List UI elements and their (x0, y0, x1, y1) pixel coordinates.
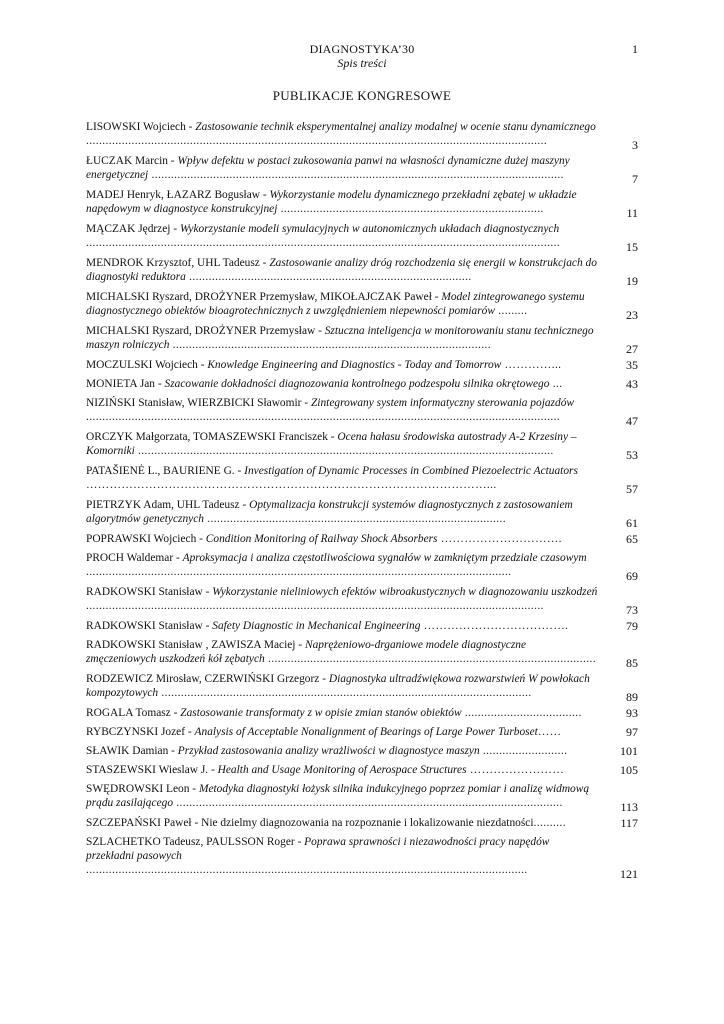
entry-title: Safety Diagnostic in Mechanical Engineering (212, 620, 421, 632)
entry-separator: - (168, 745, 178, 757)
entry-page: 27 (626, 342, 638, 356)
entry-authors: MONIETA Jan (86, 378, 156, 390)
entry-page: 19 (626, 274, 638, 288)
toc-entry (86, 638, 638, 670)
toc-entry (86, 188, 638, 220)
toc-entry (86, 358, 638, 372)
toc-entry (86, 290, 638, 322)
entry-page: 61 (626, 516, 638, 530)
entry-separator: - (170, 223, 180, 235)
entry-title: Zastosowanie transformaty z w opisie zmian stanów obiektów (180, 707, 462, 719)
toc-entry (86, 725, 638, 739)
entry-title: Knowledge Engineering and Diagnostics - Today and Tomorrow (207, 359, 502, 371)
leader-dots: …………………………………………………………………………………………... (86, 479, 497, 491)
entry-authors: RODZEWICZ Mirosław, CZERWIŃSKI Grzegorz (86, 673, 320, 685)
entry-page: 117 (620, 816, 638, 830)
entry-title: Health and Usage Monitoring of Aerospace Structures (217, 764, 467, 776)
entry-authors: RADKOWSKI Stanisław (86, 586, 203, 598)
leader-dots: ............................................................................................ (203, 513, 507, 525)
entry-authors: MĄCZAK Jędrzej (86, 223, 171, 235)
entry-separator: - (295, 639, 305, 651)
toc-entry (86, 835, 638, 881)
entry-authors: RADKOWSKI Stanisław (86, 620, 203, 632)
entry-separator: - (294, 836, 305, 848)
entry-page: 65 (626, 532, 638, 546)
entry-title: Wpływ defektu w postaci zukosowania panwi na własności dynamiczne dużej maszyny energetycznej (86, 155, 570, 181)
entry-title: Investigation of Dynamic Processes in Combined Piezoelectric Actuators (244, 465, 578, 477)
entry-authors: MICHALSKI Ryszard, DROŻYNER Przemysław (86, 325, 316, 337)
entry-page: 101 (620, 744, 638, 758)
entry-authors: PATAŠIENĖ L., BAURIENE G. (86, 465, 235, 477)
leader-dots: .................................................................................................................. (158, 687, 532, 699)
entry-authors: SZLACHETKO Tadeusz, PAULSSON Roger (86, 836, 295, 848)
entry-authors: LISOWSKI Wojciech (86, 121, 186, 133)
entry-page: 121 (620, 867, 638, 881)
entry-title: Zastosowanie analizy dróg rozchodzenia się energii w konstrukcjach do diagnostyki reduktora (86, 257, 597, 283)
toc-subtitle: Spis treści (337, 56, 387, 70)
entry-authors: RYBCZYNSKI Jozef (86, 726, 186, 738)
leader-dots: ......... (494, 305, 528, 317)
entry-page: 79 (626, 619, 638, 633)
entry-title-plain: Nie dzielmy diagnozowania na rozpoznanie i lokalizowanie niezdatności (201, 817, 534, 829)
entry-authors: MADEJ Henryk, ŁAZARZ Bogusław (86, 189, 261, 201)
toc-entry (86, 782, 638, 814)
entry-page: 7 (632, 172, 638, 186)
toc-entry (86, 256, 638, 288)
entry-separator: - (189, 783, 199, 795)
toc-entry (86, 619, 638, 633)
toc-entry (86, 816, 638, 830)
leader-dots: .................................... (461, 707, 582, 719)
toc-entry (86, 222, 638, 254)
toc-entry (86, 396, 638, 428)
entry-separator: - (260, 189, 270, 201)
leader-dots: ………………………………. (420, 620, 569, 632)
leader-dots: .............................................................................................................................................. (86, 135, 548, 147)
entry-title: Model zintegrowanego systemu diagnostycznego obiektów bioagrotechnicznych z uwzględnieniem niepewności pomiarów (86, 291, 585, 317)
page-header (0, 42, 724, 70)
entry-page: 43 (626, 377, 638, 391)
entry-page: 35 (626, 358, 638, 372)
entry-page: 73 (626, 603, 638, 617)
leader-dots: ............................................................................................................................... (148, 169, 564, 181)
entry-title: Przykład zastosowania analizy wrażliwości w diagnostyce maszyn (177, 745, 480, 757)
leader-dots: ..................................................................................................... (264, 653, 596, 665)
entry-separator: - (239, 499, 250, 511)
toc-entry (86, 532, 638, 546)
toc-entry (86, 763, 638, 777)
leader-dots: ........................................................................................................................................ (86, 864, 528, 876)
entry-separator: - (327, 431, 338, 443)
leader-dots: ....................................................................................... (185, 271, 472, 283)
entry-authors: RADKOWSKI Stanisław , ZAWISZA Maciej (86, 639, 296, 651)
entry-separator: - (185, 121, 196, 133)
toc-entry (86, 585, 638, 617)
toc-entry (86, 430, 638, 462)
entry-authors: MOCZULSKI Wojciech (86, 359, 198, 371)
entry-separator: - (202, 586, 213, 598)
page-number: 1 (632, 42, 638, 56)
entry-title: Diagnostyka ultradźwiękowa rozwarstwień W powłokach kompozytowych (86, 673, 590, 699)
entry-separator: - (170, 707, 181, 719)
leader-dots: ................................................................................. (277, 203, 544, 215)
entry-title: Wykorzystanie nieliniowych efektów wibroakustycznych w diagnozowaniu uszkodzeń (212, 586, 598, 598)
entry-title: Zastosowanie technik eksperymentalnej analizy modalnej w ocenie stanu dynamicznego (195, 121, 596, 133)
entry-authors: PROCH Waldemar (86, 552, 174, 564)
leader-dots: ... (549, 378, 563, 390)
entry-authors: SZCZEPAŃSKI Paweł (86, 817, 192, 829)
leader-dots: …………... (501, 359, 562, 371)
entry-authors: SŁAWIK Damian (86, 745, 169, 757)
entry-title: Sztuczna inteligencja w monitorowaniu stanu technicznego maszyn rolniczych (86, 325, 594, 351)
toc-entry (86, 154, 638, 186)
entry-title: Condition Monitoring of Railway Shock Absorbers (205, 533, 438, 545)
leader-dots: …………………………. (437, 533, 562, 545)
entry-separator: - (202, 620, 213, 632)
entry-title: Poprawa sprawności i niezawodności pracy napędów przekładni pasowych (86, 836, 550, 862)
entry-separator: - (191, 817, 202, 829)
entry-separator: - (319, 673, 329, 685)
entry-separator: - (259, 257, 270, 269)
toc-entry (86, 672, 638, 704)
entry-authors: ŁUCZAK Marcin (86, 155, 168, 167)
leader-dots: .................................................................................................................................................. (86, 237, 561, 249)
table-of-contents (86, 120, 638, 883)
entry-title: Wykorzystanie modelu dynamicznego przekładni zębatej w układzie napędowym w diagnostyce konstrukcyjnej (86, 189, 577, 215)
entry-page: 23 (626, 308, 638, 322)
leader-dots: …………………… (466, 764, 565, 776)
entry-page: 15 (626, 240, 638, 254)
toc-entry (86, 324, 638, 356)
leader-dots: ............................................................................................................................................. (86, 600, 544, 612)
entry-title: Szacowanie dokładności diagnozowania kontrolnego podzespołu silnika okrętowego (164, 378, 550, 390)
entry-authors: MENDROK Krzysztof, UHL Tadeusz (86, 257, 260, 269)
entry-separator: - (234, 465, 245, 477)
entry-authors: MICHALSKI Ryszard, DROŻYNER Przemysław, MIKOŁAJCZAK Paweł (86, 291, 432, 303)
toc-entry (86, 551, 638, 583)
leader-dots: .................................................................................................................................................. (86, 411, 561, 423)
entry-page: 69 (626, 569, 638, 583)
entry-authors: SWĘDROWSKI Leon (86, 783, 190, 795)
entry-page: 11 (626, 206, 638, 220)
entry-separator: - (431, 291, 442, 303)
entry-authors: NIZIŃSKI Stanisław, WIERZBICKI Sławomir (86, 397, 302, 409)
leader-dots: .......................... (479, 745, 568, 757)
section-title: PUBLIKACJE KONGRESOWE (272, 88, 452, 103)
entry-title: Analysis of Acceptable Nonalignment of Bearings of Large Power Turboset (194, 726, 538, 738)
leader-dots: .......... (533, 817, 566, 829)
toc-entry (86, 744, 638, 758)
leader-dots: .................................................................................................. (169, 339, 491, 351)
leader-dots: …… (537, 726, 562, 738)
entry-separator: - (197, 359, 208, 371)
journal-title: DIAGNOSTYKA’30 (309, 42, 415, 56)
entry-page: 53 (626, 448, 638, 462)
entry-authors: POPRAWSKI Wojciech (86, 533, 197, 545)
entry-page: 97 (626, 725, 638, 739)
entry-page: 3 (632, 138, 638, 152)
entry-title: Metodyka diagnostyki łożysk silnika indukcyjnego poprzez pomiar i analizę widmową prądu zasilającego (86, 783, 590, 809)
entry-authors: ROGALA Tomasz (86, 707, 171, 719)
entry-separator: - (208, 764, 218, 776)
toc-entry (86, 498, 638, 530)
entry-separator: - (173, 552, 183, 564)
entry-authors: STASZEWSKI Wieslaw J. (86, 764, 209, 776)
leader-dots: ....................................................................................................................... (173, 797, 563, 809)
entry-authors: PIETRZYK Adam, UHL Tadeusz (86, 499, 240, 511)
entry-page: 105 (620, 763, 638, 777)
entry-title: Wykorzystanie modeli symulacyjnych w autonomicznych układach diagnostycznych (179, 223, 560, 235)
entry-title: Zintegrowany system informatyczny sterowania pojazdów (310, 397, 574, 409)
entry-separator: - (155, 378, 165, 390)
entry-page: 47 (626, 414, 638, 428)
entry-title: Aproksymacja i analiza częstotliwościowa sygnałów w zamkniętym przedziale czasowym (182, 552, 587, 564)
entry-title: Ocena hałasu środowiska autostrady A-2 Krzesiny – Komorniki (86, 431, 577, 457)
entry-separator: - (315, 325, 325, 337)
toc-entry (86, 464, 638, 496)
toc-entry (86, 377, 638, 391)
leader-dots: ................................................................................................................................... (86, 566, 512, 578)
entry-title: Naprężeniowo-drganiowe modele diagnostyczne zmęczeniowych uszkodzeń kół zębatych (86, 639, 527, 665)
entry-page: 113 (620, 800, 638, 814)
entry-page: 93 (626, 706, 638, 720)
entry-separator: - (167, 155, 178, 167)
entry-separator: - (185, 726, 195, 738)
entry-authors: ORCZYK Małgorzata, TOMASZEWSKI Franciszek (86, 431, 328, 443)
entry-separator: - (301, 397, 311, 409)
toc-entry (86, 120, 638, 152)
entry-title: Optymalizacja konstrukcji systemów diagnostycznych z zastosowaniem algorytmów genetycznych (86, 499, 573, 525)
entry-page: 85 (626, 656, 638, 670)
entry-page: 89 (626, 690, 638, 704)
entry-separator: - (196, 533, 206, 545)
toc-entry (86, 706, 638, 720)
leader-dots: ................................................................................................................................ (134, 445, 554, 457)
entry-page: 57 (626, 482, 638, 496)
